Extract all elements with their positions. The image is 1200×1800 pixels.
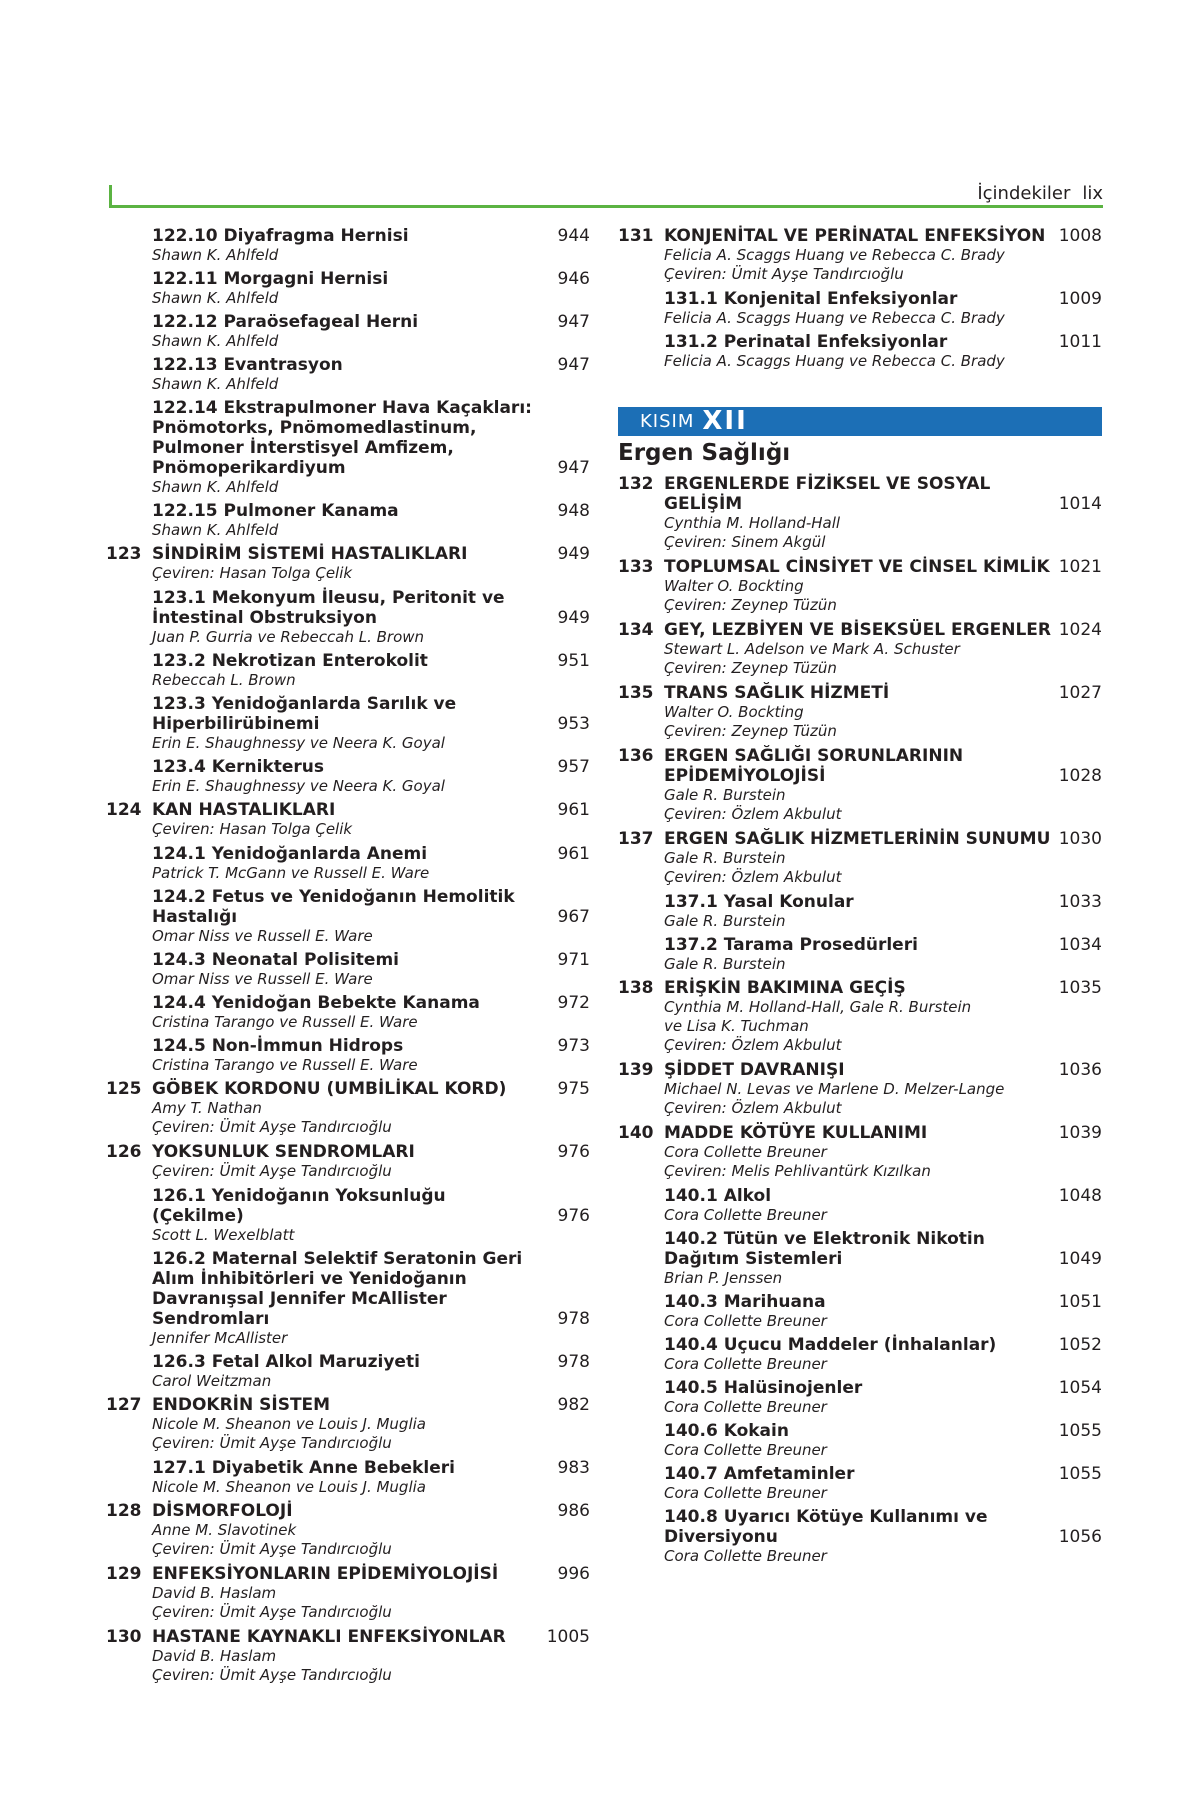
toc-section-entry: [106, 1249, 590, 1348]
page-number: 947: [557, 458, 590, 478]
toc-section-entry: [618, 1421, 1102, 1460]
author-credit: Omar Niss ve Russell E. Ware: [152, 927, 373, 945]
page-number: 961: [557, 844, 590, 864]
toc-section-entry: [106, 398, 590, 497]
page-number: 1028: [1058, 766, 1102, 786]
page-number: 978: [557, 1352, 590, 1372]
page-number: 1005: [546, 1627, 590, 1647]
toc-section-entry: [618, 1507, 1102, 1566]
author-credit: Gale R. Burstein: [664, 786, 786, 804]
author-credit: Shawn K. Ahlfeld: [152, 478, 279, 496]
toc-chapter-entry: [106, 800, 590, 839]
page-number: 1049: [1058, 1249, 1102, 1269]
chapter-number: 125: [106, 1079, 142, 1099]
toc-section-entry: [618, 332, 1102, 371]
toc-section-entry: [106, 757, 590, 796]
chapter-number: 138: [618, 978, 654, 998]
translator-credit: Çeviren: Hasan Tolga Çelik: [152, 820, 353, 838]
translator-credit: Çeviren: Ümit Ayşe Tandırcıoğlu: [152, 1603, 392, 1621]
page-number: 944: [557, 226, 590, 246]
page-number: 983: [557, 1458, 590, 1478]
author-credit: Juan P. Gurria ve Rebeccah L. Brown: [152, 628, 425, 646]
chapter-number: 135: [618, 683, 654, 703]
page-number: 972: [557, 993, 590, 1013]
author-credit: Shawn K. Ahlfeld: [152, 521, 279, 539]
chapter-title: GÖBEK KORDONU (UMBİLİKAL KORD): [152, 1079, 507, 1099]
translator-credit: Çeviren: Zeynep Tüzün: [664, 722, 837, 740]
section-title: 127.1 Diyabetik Anne Bebekleri: [152, 1458, 455, 1478]
section-title: 137.2 Tarama Prosedürleri: [664, 935, 918, 955]
page-number: 961: [557, 800, 590, 820]
toc-chapter-entry: [618, 620, 1102, 678]
author-credit: Carol Weitzman: [152, 1372, 272, 1390]
translator-credit: Çeviren: Sinem Akgül: [664, 533, 826, 551]
author-credit: Brian P. Jenssen: [664, 1269, 783, 1287]
toc-section-entry: [106, 694, 590, 753]
section-title: 131.1 Konjenital Enfeksiyonlar: [664, 289, 958, 309]
author-credit: Omar Niss ve Russell E. Ware: [152, 970, 373, 988]
toc-chapter-entry: [106, 1142, 590, 1181]
page-number: 949: [557, 608, 590, 628]
chapter-title: KONJENİTAL VE PERİNATAL ENFEKSİYON: [664, 226, 1046, 246]
toc-section-entry: [618, 892, 1102, 931]
translator-credit: Çeviren: Ümit Ayşe Tandırcıoğlu: [152, 1118, 392, 1136]
toc-section-entry: [618, 1464, 1102, 1503]
translator-credit: Çeviren: Ümit Ayşe Tandırcıoğlu: [152, 1540, 392, 1558]
translator-credit: Çeviren: Özlem Akbulut: [664, 1099, 842, 1117]
chapter-title: DİSMORFOLOJİ: [152, 1501, 293, 1521]
section-title: 122.15 Pulmoner Kanama: [152, 501, 399, 521]
page-number: 1036: [1058, 1060, 1102, 1080]
translator-credit: Çeviren: Zeynep Tüzün: [664, 596, 837, 614]
section-title: 124.1 Yenidoğanlarda Anemi: [152, 844, 428, 864]
toc-chapter-entry: [106, 1627, 590, 1685]
author-credit: Anne M. Slavotinek: [152, 1521, 297, 1539]
author-credit: Scott L. Wexelblatt: [152, 1226, 295, 1244]
toc-chapter-entry: [106, 1564, 590, 1622]
toc-section-entry: [618, 1292, 1102, 1331]
translator-credit: Çeviren: Ümit Ayşe Tandırcıoğlu: [152, 1162, 392, 1180]
page-number: 1055: [1058, 1421, 1102, 1441]
author-credit: Cora Collette Breuner: [664, 1143, 827, 1161]
author-credit: Nicole M. Sheanon ve Louis J. Muglia: [152, 1478, 426, 1496]
translator-credit: Çeviren: Özlem Akbulut: [664, 805, 842, 823]
page-number: 1048: [1058, 1186, 1102, 1206]
section-title: 140.1 Alkol: [664, 1186, 772, 1206]
chapter-number: 136: [618, 746, 654, 766]
translator-credit: Çeviren: Ümit Ayşe Tandırcıoğlu: [152, 1434, 392, 1452]
chapter-number: 132: [618, 474, 654, 494]
page-number: 1035: [1058, 978, 1102, 998]
section-title: 124.2 Fetus ve Yenidoğanın Hemolitik Hastalığı: [152, 887, 515, 927]
chapter-number: 137: [618, 829, 654, 849]
chapter-title: TOPLUMSAL CİNSİYET VE CİNSEL KİMLİK: [664, 557, 1050, 577]
chapter-title: YOKSUNLUK SENDROMLARI: [152, 1142, 415, 1162]
part-title: Ergen Sağlığı: [618, 440, 791, 466]
page-number: 996: [557, 1564, 590, 1584]
section-title: 123.4 Kernikterus: [152, 757, 324, 777]
author-credit: Felicia A. Scaggs Huang ve Rebecca C. Brady: [664, 309, 1005, 327]
toc-section-entry: [106, 1186, 590, 1245]
section-title: 126.3 Fetal Alkol Maruziyeti: [152, 1352, 420, 1372]
toc-section-entry: [106, 1458, 590, 1497]
translator-credit: Çeviren: Ümit Ayşe Tandırcıoğlu: [152, 1666, 392, 1684]
author-credit: Felicia A. Scaggs Huang ve Rebecca C. Brady: [664, 246, 1005, 264]
section-title: 122.12 Paraösefageal Herni: [152, 312, 419, 332]
toc-section-entry: [106, 501, 590, 540]
chapter-title: MADDE KÖTÜYE KULLANIMI: [664, 1123, 928, 1143]
chapter-title: ENFEKSİYONLARIN EPİDEMİYOLOJİSİ: [152, 1564, 499, 1584]
section-title: 140.2 Tütün ve Elektronik Nikotin Dağıtım Sistemleri: [664, 1229, 985, 1269]
translator-credit: Çeviren: Özlem Akbulut: [664, 868, 842, 886]
author-credit: Walter O. Bockting: [664, 577, 804, 595]
author-credit: Jennifer McAllister: [152, 1329, 288, 1347]
section-title: 123.3 Yenidoğanlarda Sarılık ve Hiperbilirübinemi: [152, 694, 457, 734]
author-credit: Cora Collette Breuner: [664, 1441, 827, 1459]
author-credit: Cristina Tarango ve Russell E. Ware: [152, 1013, 418, 1031]
toc-section-entry: [618, 289, 1102, 328]
author-credit: Shawn K. Ahlfeld: [152, 246, 279, 264]
author-credit: Rebeccah L. Brown: [152, 671, 296, 689]
page-number: 973: [557, 1036, 590, 1056]
toc-chapter-entry: [618, 683, 1102, 741]
page-number: 976: [557, 1142, 590, 1162]
toc-section-entry: [618, 935, 1102, 974]
author-credit: Cora Collette Breuner: [664, 1484, 827, 1502]
translator-credit: Çeviren: Melis Pehlivantürk Kızılkan: [664, 1162, 931, 1180]
toc-section-entry: [618, 1186, 1102, 1225]
translator-credit: Çeviren: Zeynep Tüzün: [664, 659, 837, 677]
author-credit: Erin E. Shaughnessy ve Neera K. Goyal: [152, 734, 445, 752]
toc-section-entry: [106, 312, 590, 351]
toc-section-entry: [106, 355, 590, 394]
page-number: 948: [557, 501, 590, 521]
toc-section-entry: [106, 887, 590, 946]
author-credit: Cora Collette Breuner: [664, 1398, 827, 1416]
page-number: 971: [557, 950, 590, 970]
section-title: 131.2 Perinatal Enfeksiyonlar: [664, 332, 948, 352]
author-credit: Shawn K. Ahlfeld: [152, 289, 279, 307]
chapter-number: 131: [618, 226, 654, 246]
page-number: 986: [557, 1501, 590, 1521]
section-title: 140.5 Halüsinojenler: [664, 1378, 863, 1398]
page-number: 967: [557, 907, 590, 927]
section-title: 122.14 Ekstrapulmoner Hava Kaçakları: Pnömotorks, Pnömomedlastinum, Pulmoner İnterstisyel Amfizem, Pnömoperikardiyum: [152, 398, 532, 478]
section-title: 140.7 Amfetaminler: [664, 1464, 855, 1484]
author-credit: Cora Collette Breuner: [664, 1547, 827, 1565]
running-header-page-number: lix: [1082, 183, 1103, 204]
toc-chapter-entry: [618, 557, 1102, 615]
chapter-number: 139: [618, 1060, 654, 1080]
toc-section-entry: [618, 1378, 1102, 1417]
chapter-number: 123: [106, 544, 142, 564]
toc-section-entry: [106, 1352, 590, 1391]
chapter-number: 127: [106, 1395, 142, 1415]
part-number: XII: [702, 406, 748, 436]
page-number: 978: [557, 1309, 590, 1329]
author-credit: Amy T. Nathan: [152, 1099, 262, 1117]
section-title: 137.1 Yasal Konular: [664, 892, 854, 912]
page-number: 1008: [1058, 226, 1102, 246]
page-number: 1055: [1058, 1464, 1102, 1484]
section-title: 140.4 Uçucu Maddeler (İnhalanlar): [664, 1335, 997, 1355]
author-credit: Gale R. Burstein: [664, 955, 786, 973]
author-credit: Cora Collette Breuner: [664, 1312, 827, 1330]
author-credit: Shawn K. Ahlfeld: [152, 332, 279, 350]
page-number: 1024: [1058, 620, 1102, 640]
header-rule: [109, 205, 1103, 208]
page-number: 1030: [1058, 829, 1102, 849]
section-title: 122.13 Evantrasyon: [152, 355, 343, 375]
page-number: 1033: [1058, 892, 1102, 912]
section-title: 124.4 Yenidoğan Bebekte Kanama: [152, 993, 480, 1013]
section-title: 123.1 Mekonyum İleusu, Peritonit ve İntestinal Obstruksiyon: [152, 588, 505, 628]
page-number: 951: [557, 651, 590, 671]
toc-section-entry: [106, 950, 590, 989]
running-header: [977, 183, 1103, 204]
author-credit: Stewart L. Adelson ve Mark A. Schuster: [664, 640, 960, 658]
section-title: 126.2 Maternal Selektif Seratonin Geri Alım İnhibitörleri ve Yenidoğanın Davranışsal Jennifer McAllister Sendromları: [152, 1249, 523, 1329]
page-number: 1052: [1058, 1335, 1102, 1355]
page-number: 1056: [1058, 1527, 1102, 1547]
toc-section-entry: [106, 588, 590, 647]
chapter-number: 140: [618, 1123, 654, 1143]
chapter-title: KAN HASTALIKLARI: [152, 800, 336, 820]
author-credit: Gale R. Burstein: [664, 849, 786, 867]
chapter-title: SİNDİRİM SİSTEMİ HASTALIKLARI: [152, 544, 468, 564]
toc-chapter-entry: [618, 226, 1102, 284]
author-credit: Erin E. Shaughnessy ve Neera K. Goyal: [152, 777, 445, 795]
section-title: 122.11 Morgagni Hernisi: [152, 269, 389, 289]
toc-section-entry: [106, 993, 590, 1032]
page-number: 1021: [1058, 557, 1102, 577]
author-credit: Cristina Tarango ve Russell E. Ware: [152, 1056, 418, 1074]
page-number: 953: [557, 714, 590, 734]
chapter-title: GEY, LEZBİYEN VE BİSEKSÜEL ERGENLER: [664, 620, 1052, 640]
section-title: 140.6 Kokain: [664, 1421, 789, 1441]
toc-chapter-entry: [106, 1395, 590, 1453]
page-number: 1027: [1058, 683, 1102, 703]
chapter-title: TRANS SAĞLIK HİZMETİ: [664, 683, 890, 703]
chapter-title: ERGEN SAĞLIK HİZMETLERİNİN SUNUMU: [664, 829, 1051, 849]
author-credit: David B. Haslam: [152, 1584, 277, 1602]
section-title: 126.1 Yenidoğanın Yoksunluğu (Çekilme): [152, 1186, 446, 1226]
page-number: 982: [557, 1395, 590, 1415]
part-label: KISIM: [640, 411, 695, 432]
translator-credit: Çeviren: Hasan Tolga Çelik: [152, 564, 353, 582]
author-credit: Gale R. Burstein: [664, 912, 786, 930]
chapter-number: 130: [106, 1627, 142, 1647]
author-credit: Nicole M. Sheanon ve Louis J. Muglia: [152, 1415, 426, 1433]
translator-credit: Çeviren: Özlem Akbulut: [664, 1036, 842, 1054]
page-number: 1014: [1058, 494, 1102, 514]
page-number: 1034: [1058, 935, 1102, 955]
author-credit: Felicia A. Scaggs Huang ve Rebecca C. Brady: [664, 352, 1005, 370]
page-number: 1039: [1058, 1123, 1102, 1143]
chapter-title: HASTANE KAYNAKLI ENFEKSİYONLAR: [152, 1627, 506, 1647]
translator-credit: Çeviren: Ümit Ayşe Tandırcıoğlu: [664, 265, 904, 283]
page-number: 947: [557, 312, 590, 332]
toc-right-column: [618, 226, 1102, 1570]
page-number: 947: [557, 355, 590, 375]
chapter-title: ERGENLERDE FİZİKSEL VE SOSYAL GELİŞİM: [664, 474, 991, 514]
page-number: 946: [557, 269, 590, 289]
toc-section-entry: [106, 651, 590, 690]
chapter-title: ERİŞKİN BAKIMINA GEÇİŞ: [664, 978, 906, 998]
chapter-number: 133: [618, 557, 654, 577]
part-banner: [618, 407, 1102, 436]
toc-chapter-entry: [618, 1060, 1102, 1118]
chapter-number: 134: [618, 620, 654, 640]
toc-section-entry: [618, 1229, 1102, 1288]
toc-section-entry: [106, 844, 590, 883]
chapter-number: 124: [106, 800, 142, 820]
toc-chapter-entry: [106, 544, 590, 583]
section-title: 123.2 Nekrotizan Enterokolit: [152, 651, 428, 671]
page-number: 1051: [1058, 1292, 1102, 1312]
page-number: 957: [557, 757, 590, 777]
chapter-title: ŞİDDET DAVRANIŞI: [664, 1060, 845, 1080]
chapter-number: 128: [106, 1501, 142, 1521]
chapter-title: ERGEN SAĞLIĞI SORUNLARININ EPİDEMİYOLOJİSİ: [664, 746, 964, 786]
section-title: 124.5 Non-İmmun Hidrops: [152, 1036, 404, 1056]
author-credit: ve Lisa K. Tuchman: [664, 1017, 809, 1035]
toc-section-entry: [106, 269, 590, 308]
section-title: 122.10 Diyafragma Hernisi: [152, 226, 409, 246]
toc-chapter-entry: [618, 746, 1102, 824]
toc-chapter-entry: [106, 1079, 590, 1137]
toc-chapter-entry: [618, 978, 1102, 1055]
toc-left-column: [106, 226, 590, 1690]
toc-section-entry: [106, 1036, 590, 1075]
page-number: 1054: [1058, 1378, 1102, 1398]
author-credit: Cora Collette Breuner: [664, 1206, 827, 1224]
page-number: 1011: [1058, 332, 1102, 352]
section-title: 124.3 Neonatal Polisitemi: [152, 950, 399, 970]
author-credit: Walter O. Bockting: [664, 703, 804, 721]
author-credit: Cora Collette Breuner: [664, 1355, 827, 1373]
running-header-title: İçindekiler: [977, 183, 1071, 204]
page-number: 1009: [1058, 289, 1102, 309]
author-credit: Patrick T. McGann ve Russell E. Ware: [152, 864, 430, 882]
toc-section-entry: [618, 1335, 1102, 1374]
page-number: 949: [557, 544, 590, 564]
chapter-number: 129: [106, 1564, 142, 1584]
toc-chapter-entry: [106, 1501, 590, 1559]
toc-chapter-entry: [618, 1123, 1102, 1181]
author-credit: David B. Haslam: [152, 1647, 277, 1665]
toc-section-entry: [106, 226, 590, 265]
toc-chapter-entry: [618, 474, 1102, 552]
section-title: 140.3 Marihuana: [664, 1292, 826, 1312]
author-credit: Shawn K. Ahlfeld: [152, 375, 279, 393]
section-title: 140.8 Uyarıcı Kötüye Kullanımı ve Diversiyonu: [664, 1507, 988, 1547]
toc-chapter-entry: [618, 829, 1102, 887]
page-number: 975: [557, 1079, 590, 1099]
chapter-title: ENDOKRİN SİSTEM: [152, 1395, 331, 1415]
author-credit: Cynthia M. Holland-Hall, Gale R. Burstein: [664, 998, 972, 1016]
chapter-number: 126: [106, 1142, 142, 1162]
author-credit: Michael N. Levas ve Marlene D. Melzer-Lange: [664, 1080, 1005, 1098]
author-credit: Cynthia M. Holland-Hall: [664, 514, 841, 532]
page-number: 976: [557, 1206, 590, 1226]
